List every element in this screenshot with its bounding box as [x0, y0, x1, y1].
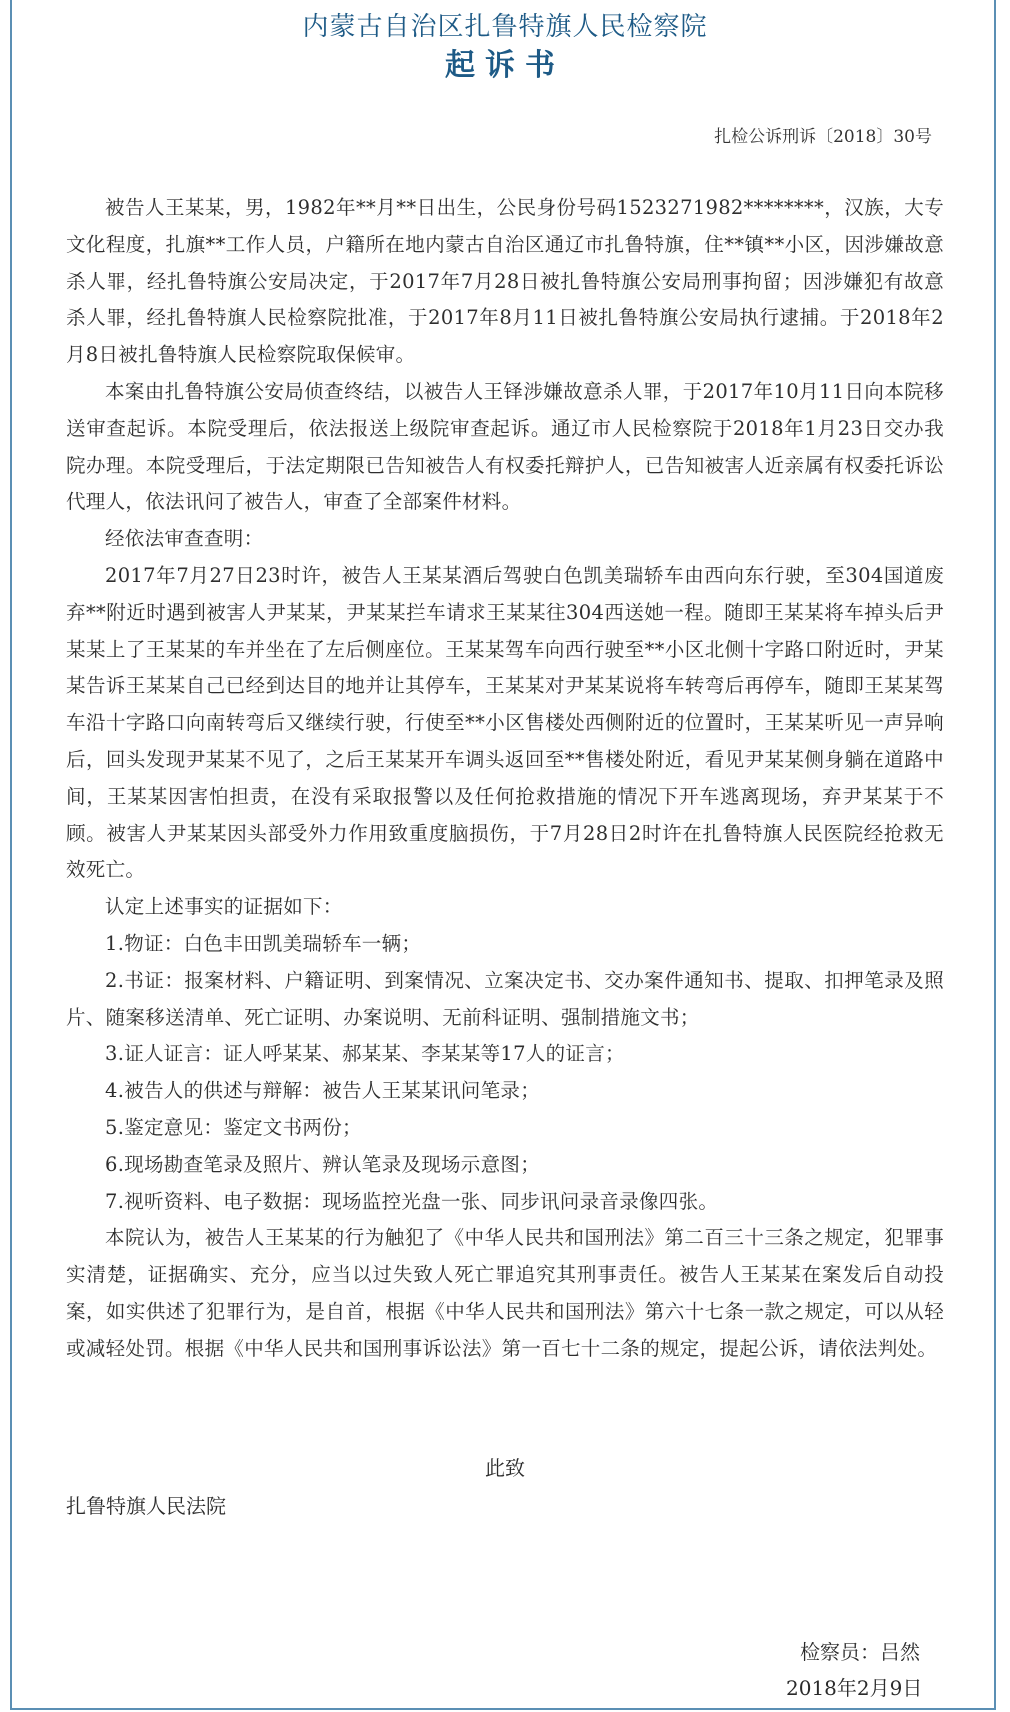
organization-name: 内蒙古自治区扎鲁特旗人民检察院 — [302, 12, 708, 42]
document-number: 扎检公诉刑诉〔2018〕30号 — [714, 127, 932, 147]
paragraph-facts: 2017年7月27日23时许，被告人王某某酒后驾驶白色凯美瑞轿车由西向东行驶，至304国道废弃**附近时遇到被害人尹某某，尹某某拦车请求王某某往304西送她一程。随即王某某将车掉头后尹某某上了王某某的车并坐在了左后侧座位。王某某驾车向西行驶至**小区北侧十字路口附近时，尹某某告诉王某某自己已经到达目的地并让其停车，王某某对尹某某说将车转弯后再停车，随即王某某驾车沿十字路口向南转弯后又继续行驶，行使至**小区售楼处西侧附近的位置时，王某某听见一声异响后，回头发现尹某某不见了，之后王某某开车调头返回至**售楼处附近，看见尹某某侧身躺在道路中间，王某某因害怕担责，在没有采取报警以及任何抢救措施的情况下开车逃离现场，弃尹某某于不顾。被害人尹某某因头部受外力作用致重度脑损伤，于7月28日2时许在扎鲁特旗人民医院经抢救无效死亡。 — [66, 563, 944, 882]
evidence-item: 6.现场勘查笔录及照片、辨认笔录及现场示意图； — [105, 1152, 541, 1176]
evidence-item: 4.被告人的供述与辩解：被告人王某某讯问笔录； — [105, 1079, 541, 1103]
evidence-item: 3.证人证言：证人呼某某、郝某某、李某某等17人的证言； — [105, 1042, 625, 1066]
prosecutor-signature: 检察员：吕然 — [800, 1640, 920, 1664]
document-body — [66, 190, 944, 1368]
signature-date: 2018年2月9日 — [786, 1676, 923, 1700]
recipient-court: 扎鲁特旗人民法院 — [66, 1494, 226, 1518]
paragraph-defendant-info: 被告人王某某，男，1982年**月**日出生，公民身份号码1523271982********，汉族，大专文化程度，扎旗**工作人员，户籍所在地内蒙古自治区通辽市扎鲁特旗，住**镇**小区，因涉嫌故意杀人罪，经扎鲁特旗公安局决定，于2017年7月28日被扎鲁特旗公安局刑事拘留；因涉嫌犯有故意杀人罪，经扎鲁特旗人民检察院批准，于2017年8月11日被扎鲁特旗公安局执行逮捕。于2018年2月8日被扎鲁特旗人民检察院取保候审。 — [66, 196, 944, 367]
paragraph-case-transfer: 本案由扎鲁特旗公安局侦查终结，以被告人王铎涉嫌故意杀人罪，于2017年10月11日向本院移送审查起诉。本院受理后，依法报送上级院审查起诉。通辽市人民检察院于2018年1月23日交办我院办理。本院受理后，于法定期限已告知被告人有权委托辩护人，已告知被害人近亲属有权委托诉讼代理人，依法讯问了被告人，审查了全部案件材料。 — [66, 379, 944, 514]
evidence-item: 1.物证：白色丰田凯美瑞轿车一辆； — [105, 931, 422, 955]
evidence-item: 7.视听资料、电子数据：现场监控光盘一张、同步讯问录音录像四张。 — [105, 1189, 719, 1213]
paragraph-findings-heading: 经依法审查查明： — [105, 527, 264, 551]
closing-salutation: 此致 — [485, 1456, 525, 1480]
paragraph-evidence-heading: 认定上述事实的证据如下： — [105, 895, 343, 919]
evidence-item: 5.鉴定意见：鉴定文书两份； — [105, 1115, 362, 1139]
paragraph-conclusion: 本院认为，被告人王某某的行为触犯了《中华人民共和国刑法》第二百三十三条之规定，犯罪事实清楚，证据确实、充分，应当以过失致人死亡罪追究其刑事责任。被告人王某某在案发后自动投案，如实供述了犯罪行为，是自首，根据《中华人民共和国刑法》第六十七条一款之规定，可以从轻或减轻处罚。根据《中华人民共和国刑事诉讼法》第一百七十二条的规定，提起公诉，请依法判处。 — [66, 1226, 944, 1360]
evidence-item: 2.书证：报案材料、户籍证明、到案情况、立案决定书、交办案件通知书、提取、扣押笔录及照片、随案移送清单、死亡证明、办案说明、无前科证明、强制措施文书； — [66, 968, 944, 1029]
document-title: 起诉书 — [445, 48, 565, 83]
